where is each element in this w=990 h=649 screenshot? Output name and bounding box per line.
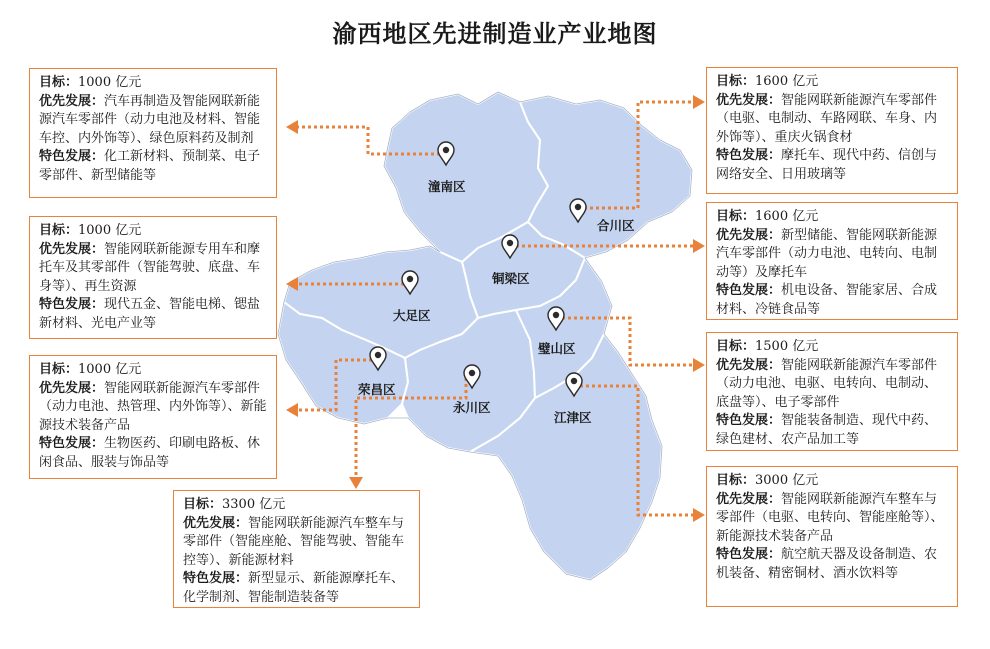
- target-value: 3300 亿元: [222, 497, 286, 512]
- info-box-tongnan: [29, 68, 277, 198]
- featured-text: 新型显示、新能源摩托车、化学制剂、智能制造装备等: [183, 571, 405, 605]
- target-row: [716, 208, 948, 227]
- priority-text: 智能网联新能源汽车零部件（电驱、电制动、车路网联、车身、内外饰等）、重庆火锅食材: [716, 92, 938, 145]
- target-row: [39, 74, 267, 93]
- featured-label: 特色发展：: [39, 297, 105, 313]
- featured-text: 化工新材料、预制菜、电子零部件、新型储能等: [39, 149, 261, 183]
- priority-row: [39, 93, 267, 149]
- priority-row: [716, 491, 948, 547]
- priority-row: [183, 515, 410, 571]
- district-label-hechuan: 合川区: [597, 218, 635, 233]
- featured-label: 特色发展：: [183, 571, 249, 587]
- priority-label: 优先发展：: [716, 491, 782, 507]
- featured-row: [183, 570, 410, 607]
- arrow-head-hechuan: [693, 95, 705, 109]
- target-label: 目标：: [39, 75, 79, 90]
- featured-row: [716, 282, 948, 319]
- arrow-head-yongchuan: [349, 477, 363, 489]
- featured-text: 生物医药、印刷电路板、休闲食品、服装与饰品等: [39, 436, 261, 470]
- arrow-head-tongliang: [693, 239, 705, 253]
- district-label-bishan: 璧山区: [538, 341, 576, 356]
- priority-label: 优先发展：: [716, 92, 782, 108]
- target-value: 1500 亿元: [755, 339, 819, 354]
- arrow-head-bishan: [693, 358, 705, 372]
- info-box-hechuan: [706, 67, 958, 194]
- priority-label: 优先发展：: [716, 357, 782, 373]
- target-label: 目标：: [716, 473, 756, 488]
- info-box-tongliang: [706, 202, 958, 320]
- page-title: 渝西地区先进制造业产业地图: [332, 20, 658, 48]
- target-value: 1000 亿元: [78, 223, 142, 238]
- info-box-rongchang: [29, 355, 277, 479]
- featured-row: [39, 148, 267, 185]
- target-row: [716, 338, 948, 357]
- featured-text: 摩托车、现代中药、信创与网络安全、日用玻璃等: [716, 148, 938, 182]
- priority-text: 智能网联新能源汽车零部件（动力电池、电驱、电转向、电制动、底盘等）、电子零部件: [716, 357, 938, 410]
- arrow-head-rongchang: [286, 403, 298, 417]
- target-value: 1600 亿元: [755, 74, 819, 89]
- target-value: 1000 亿元: [78, 75, 142, 90]
- target-value: 1600 亿元: [755, 209, 819, 224]
- featured-label: 特色发展：: [716, 413, 782, 429]
- priority-text: 智能网联新能源专用车和摩托车及其零部件（智能驾驶、底盘、车身等）、再生资源: [39, 241, 261, 294]
- featured-row: [716, 147, 948, 184]
- info-box-bishan: [706, 332, 958, 451]
- priority-row: [716, 357, 948, 413]
- arrow-head-tongnan: [286, 120, 298, 134]
- target-label: 目标：: [183, 497, 223, 512]
- priority-label: 优先发展：: [39, 380, 105, 396]
- target-label: 目标：: [39, 362, 79, 377]
- priority-row: [39, 241, 267, 297]
- district-label-rongchang: 荣昌区: [358, 382, 396, 397]
- priority-text: 智能网联新能源汽车整车与零部件（智能座舱、智能驾驶、智能车控等）、新能源材料: [183, 515, 405, 568]
- target-value: 3000 亿元: [755, 473, 819, 488]
- target-label: 目标：: [716, 209, 756, 224]
- target-row: [183, 496, 410, 515]
- featured-row: [716, 412, 948, 449]
- featured-label: 特色发展：: [716, 547, 782, 563]
- priority-text: 汽车再制造及智能网联新能源汽车零部件（动力电池及材料、智能车控、内外饰等）、绿色原料药及制剂: [39, 93, 261, 146]
- district-label-yongchuan: 永川区: [453, 400, 491, 415]
- featured-text: 航空航天器及设备制造、农机装备、精密铜材、酒水饮料等: [716, 547, 938, 581]
- info-box-dazu: [29, 216, 277, 339]
- target-row: [39, 361, 267, 380]
- priority-row: [716, 92, 948, 148]
- district-label-jiangjin: 江津区: [554, 410, 592, 425]
- priority-label: 优先发展：: [39, 241, 105, 257]
- target-label: 目标：: [716, 74, 756, 89]
- priority-label: 优先发展：: [716, 227, 782, 243]
- arrow-head-jiangjin: [693, 508, 705, 522]
- featured-label: 特色发展：: [716, 283, 782, 299]
- district-label-tongnan: 潼南区: [428, 179, 466, 194]
- target-label: 目标：: [39, 223, 79, 238]
- target-row: [716, 472, 948, 491]
- featured-row: [39, 435, 267, 472]
- featured-text: 智能装备制造、现代中药、绿色建材、农产品加工等: [716, 413, 938, 447]
- priority-text: 智能网联新能源汽车零部件（动力电池、热管理、内外饰等）、新能源技术装备产品: [39, 380, 267, 433]
- target-row: [39, 222, 267, 241]
- priority-row: [716, 227, 948, 283]
- priority-text: 智能网联新能源汽车整车与零部件（电驱、电转向、智能座舱等）、新能源技术装备产品: [716, 491, 944, 544]
- priority-label: 优先发展：: [39, 93, 105, 109]
- target-value: 1000 亿元: [78, 362, 142, 377]
- district-label-dazu: 大足区: [393, 308, 431, 323]
- featured-row: [716, 546, 948, 583]
- featured-label: 特色发展：: [716, 148, 782, 164]
- info-box-jiangjin: [706, 466, 958, 607]
- district-label-tongliang: 铜梁区: [492, 271, 530, 286]
- featured-text: 机电设备、智能家居、合成材料、冷链食品等: [716, 283, 938, 317]
- priority-label: 优先发展：: [183, 515, 249, 531]
- featured-text: 现代五金、智能电梯、锶盐新材料、光电产业等: [39, 297, 261, 331]
- featured-label: 特色发展：: [39, 149, 105, 165]
- priority-row: [39, 380, 267, 436]
- priority-text: 新型储能、智能网联新能源汽车零部件（动力电池、电转向、电制动等）及摩托车: [716, 227, 938, 280]
- target-row: [716, 73, 948, 92]
- featured-row: [39, 296, 267, 333]
- target-label: 目标：: [716, 339, 756, 354]
- info-box-yongchuan: [173, 490, 420, 608]
- featured-label: 特色发展：: [39, 436, 105, 452]
